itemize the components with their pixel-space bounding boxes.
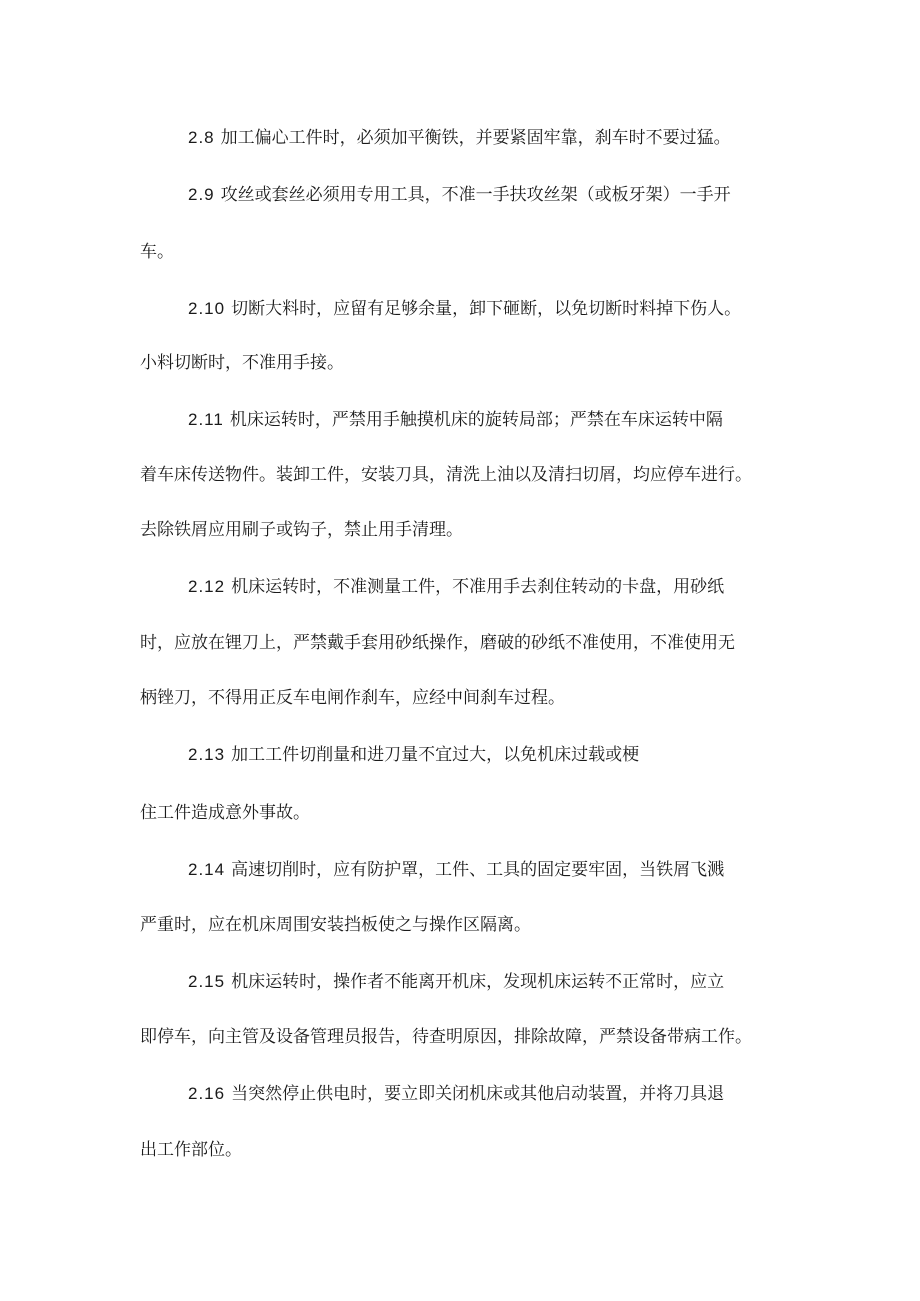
- item-2-16-line-1: 2.16 当突然停止供电时，要立即关闭机床或其他启动装置，并将刀具退: [188, 1084, 725, 1104]
- item-2-10-line-1: 2.10 切断大料时，应留有足够余量，卸下砸断，以免切断时料掉下伤人。: [188, 299, 742, 319]
- item-2-9-line-2: 车。: [140, 242, 174, 262]
- item-2-11-line-1: 2.11 机床运转时，严禁用手触摸机床的旋转局部；严禁在车床运转中隔: [188, 410, 723, 430]
- item-2-10-line-2: 小料切断时，不准用手接。: [140, 353, 344, 373]
- item-2-13-line-1: 2.13 加工工件切削量和进刀量不宜过大，以免机床过载或梗: [188, 745, 640, 765]
- item-2-11-line-3: 去除铁屑应用刷子或钩子，禁止用手清理。: [140, 520, 463, 540]
- item-2-8-line-1: 2.8 加工偏心工件时，必须加平衡铁，并要紧固牢靠，刹车时不要过猛。: [188, 128, 731, 148]
- item-2-12-line-2: 时，应放在锂刀上，严禁戴手套用砂纸操作，磨破的砂纸不准使用，不准使用无: [140, 633, 735, 653]
- item-2-12-line-1: 2.12 机床运转时，不准测量工件，不准用手去刹住转动的卡盘，用砂纸: [188, 577, 725, 597]
- item-2-14-line-2: 严重时，应在机床周围安装挡板使之与操作区隔离。: [140, 915, 531, 935]
- item-2-16-line-2: 出工作部位。: [140, 1140, 242, 1160]
- item-2-9-line-1: 2.9 攻丝或套丝必须用专用工具，不准一手扶攻丝架（或板牙架）一手开: [188, 185, 731, 205]
- item-2-14-line-1: 2.14 高速切削时，应有防护罩，工件、工具的固定要牢固，当铁屑飞溅: [188, 860, 725, 880]
- item-2-15-line-2: 即停车，向主管及设备管理员报告，待查明原因，排除故障，严禁设备带病工作。: [140, 1027, 752, 1047]
- item-2-12-line-3: 柄锉刀，不得用正反车电闸作刹车，应经中间刹车过程。: [140, 688, 565, 708]
- item-2-11-line-2: 着车床传送物件。装卸工件，安装刀具，清洗上油以及清扫切屑，均应停车进行。: [140, 465, 752, 485]
- item-2-15-line-1: 2.15 机床运转时，操作者不能离开机床，发现机床运转不正常时，应立: [188, 972, 725, 992]
- item-2-13-line-2: 住工件造成意外事故。: [140, 803, 310, 823]
